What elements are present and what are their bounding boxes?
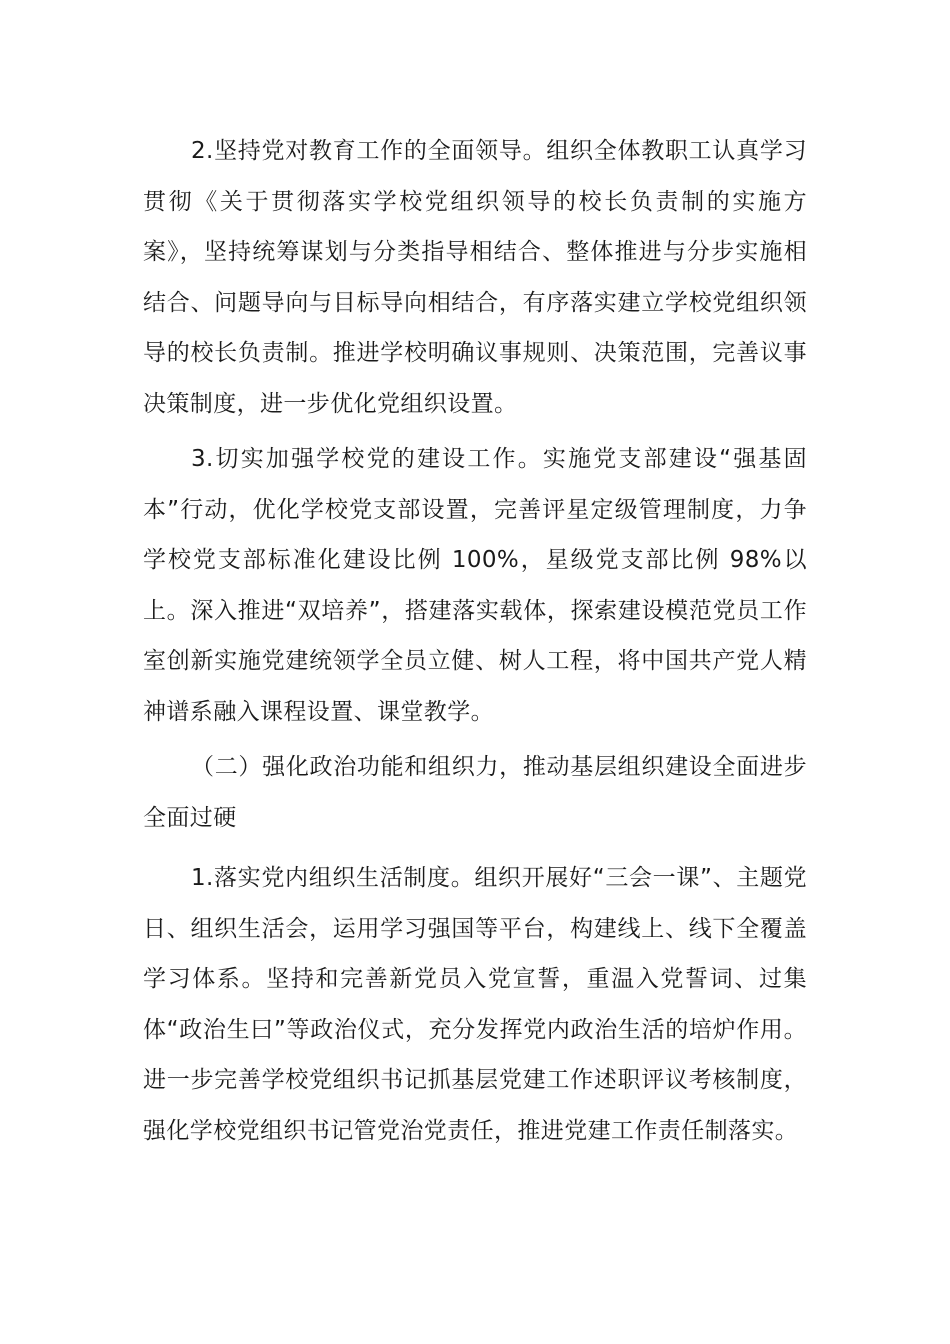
paragraph-org-life: 1.落实党内组织生活制度。组织开展好“三会一课”、主题党日、组织生活会，运用学习强国等平台，构建线上、线下全覆盖学习体系。坚持和完善新党员入党宣誓，重温入党誓词、过集体“政治生曰”等政治仪式，充分发挥党内政治生活的培炉作用。进一步完善学校党组织书记抓基层党建工作述职评议考核制度，强化学校党组织书记管党治党责任，推进党建工作责任制落实。 (143, 865, 807, 1144)
section-heading: （二）强化政治功能和组织力，推动基层组织建设全面进步全面过硬 (143, 754, 807, 831)
paragraph-leadership: 2.坚持党对教育工作的全面领导。组织全体教职工认真学习贯彻《关于贯彻落实学校党组织领导的校长负责制的实施方案》，坚持统筹谋划与分类指导相结合、整体推进与分步实施相结合、问题导向与目标导向相结合，有序落实建立学校党组织领导的校长负责制。推进学校明确议事规则、决策范围，完善议事决策制度，进一步优化党组织设置。 (143, 138, 807, 417)
document-page (143, 126, 807, 1156)
paragraph-party-building: 3.切实加强学校党的建设工作。实施党支部建设“强基固本”行动，优化学校党支部设置，完善评星定级管理制度，力争学校党支部标准化建设比例 100%，星级党支部比例 98%以上。深入推进“双培养”，搭建落实载体，探索建设模范党员工作室创新实施党建统领学全员立健、树人工程，将中国共产党人精神谱系融入课程设置、课堂教学。 (143, 446, 807, 725)
